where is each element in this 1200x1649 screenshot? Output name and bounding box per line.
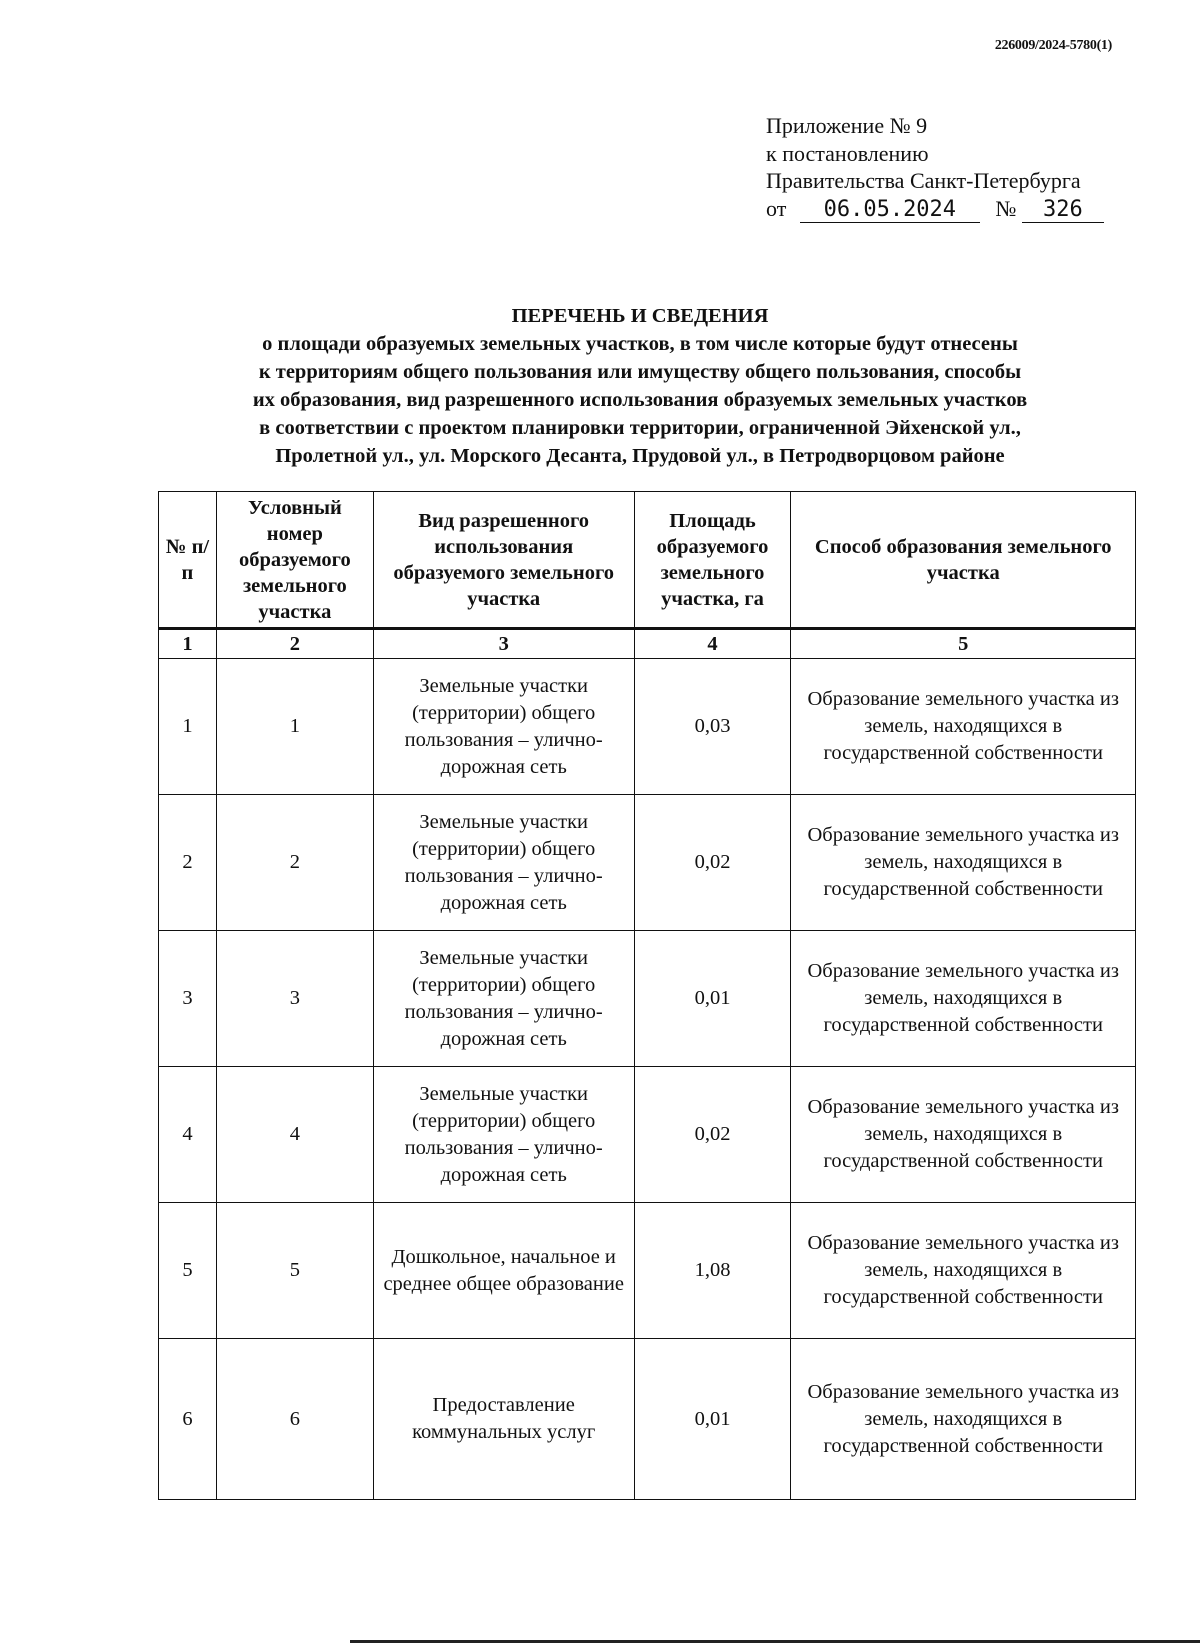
title-heading: ПЕРЕЧЕНЬ И СВЕДЕНИЯ xyxy=(511,305,769,327)
table-row xyxy=(159,931,1136,1067)
cell-area: 0,02 xyxy=(634,795,791,931)
cell-formation-method: Образование земельного участка из земель, находящихся в государственной собственности xyxy=(791,931,1136,1067)
cell-index: 3 xyxy=(159,931,217,1067)
column-number-row xyxy=(159,629,1136,659)
header-index: № п/п xyxy=(159,492,217,629)
cell-index: 2 xyxy=(159,795,217,931)
cell-area: 0,03 xyxy=(634,659,791,795)
cell-area: 0,01 xyxy=(634,931,791,1067)
cell-permitted-use: Земельные участки (территории) общего пользования – улично-дорожная сеть xyxy=(373,795,634,931)
cell-permitted-use: Земельные участки (территории) общего пользования – улично-дорожная сеть xyxy=(373,659,634,795)
appendix-title: Приложение № 9 xyxy=(766,113,928,138)
cell-index: 1 xyxy=(159,659,217,795)
cell-plot-number: 2 xyxy=(216,795,373,931)
cell-plot-number: 6 xyxy=(216,1339,373,1500)
title-line: их образования, вид разрешенного использования образуемых земельных участков xyxy=(252,389,1028,411)
cell-permitted-use: Предоставление коммунальных услуг xyxy=(373,1339,634,1500)
table-header-row xyxy=(159,492,1136,629)
column-number: 3 xyxy=(373,629,634,659)
cell-formation-method: Образование земельного участка из земель, находящихся в государственной собственности xyxy=(791,795,1136,931)
column-number: 1 xyxy=(159,629,217,659)
scan-edge-line xyxy=(350,1640,1200,1643)
header-area: Площадь образуемого земельного участка, га xyxy=(634,492,791,629)
cell-plot-number: 4 xyxy=(216,1067,373,1203)
title-line: о площади образуемых земельных участков, в том числе которые будут отнесены xyxy=(262,333,1018,355)
header-formation-method: Способ образования земельного участка xyxy=(791,492,1136,629)
appendix-authority: Правительства Санкт-Петербурга xyxy=(766,168,1081,193)
number-label: № xyxy=(995,195,1017,221)
cell-formation-method: Образование земельного участка из земель, находящихся в государственной собственности xyxy=(791,659,1136,795)
cell-area: 0,02 xyxy=(634,1067,791,1203)
header-permitted-use: Вид разрешенного использования образуемого земельного участка xyxy=(373,492,634,629)
cell-plot-number: 3 xyxy=(216,931,373,1067)
cell-area: 1,08 xyxy=(634,1203,791,1339)
document-registration-number: 226009/2024-5780(1) xyxy=(994,38,1112,53)
table-row xyxy=(159,1203,1136,1339)
decree-date: 06.05.2024 xyxy=(800,198,980,223)
land-plots-table xyxy=(158,491,1136,1500)
title-line: Пролетной ул., ул. Морского Десанта, Прудовой ул., в Петродворцовом районе xyxy=(275,445,1005,467)
table-row xyxy=(159,659,1136,795)
appendix-ref: к постановлению xyxy=(766,140,929,166)
cell-area: 0,01 xyxy=(634,1339,791,1500)
cell-permitted-use: Земельные участки (территории) общего пользования – улично-дорожная сеть xyxy=(373,1067,634,1203)
appendix-date-line xyxy=(766,195,1104,223)
cell-permitted-use: Дошкольное, начальное и среднее общее образование xyxy=(373,1203,634,1339)
table-row xyxy=(159,795,1136,931)
cell-index: 5 xyxy=(159,1203,217,1339)
document-title xyxy=(150,302,1130,470)
decree-number: 326 xyxy=(1022,198,1104,223)
cell-plot-number: 1 xyxy=(216,659,373,795)
cell-permitted-use: Земельные участки (территории) общего пользования – улично-дорожная сеть xyxy=(373,931,634,1067)
title-line: к территориям общего пользования или имуществу общего пользования, способы xyxy=(258,361,1022,383)
column-number: 2 xyxy=(216,629,373,659)
header-plot-number: Условный номер образуемого земельного участка xyxy=(216,492,373,629)
cell-formation-method: Образование земельного участка из земель, находящихся в государственной собственности xyxy=(791,1203,1136,1339)
column-number: 4 xyxy=(634,629,791,659)
cell-index: 6 xyxy=(159,1339,217,1500)
appendix-block xyxy=(766,112,1104,223)
cell-formation-method: Образование земельного участка из земель, находящихся в государственной собственности xyxy=(791,1067,1136,1203)
from-label: от xyxy=(766,195,787,221)
cell-formation-method: Образование земельного участка из земель, находящихся в государственной собственности xyxy=(791,1339,1136,1500)
cell-plot-number: 5 xyxy=(216,1203,373,1339)
column-number: 5 xyxy=(791,629,1136,659)
title-line: в соответствии с проектом планировки территории, ограниченной Эйхенской ул., xyxy=(259,417,1021,439)
table-row xyxy=(159,1067,1136,1203)
table-row xyxy=(159,1339,1136,1500)
cell-index: 4 xyxy=(159,1067,217,1203)
